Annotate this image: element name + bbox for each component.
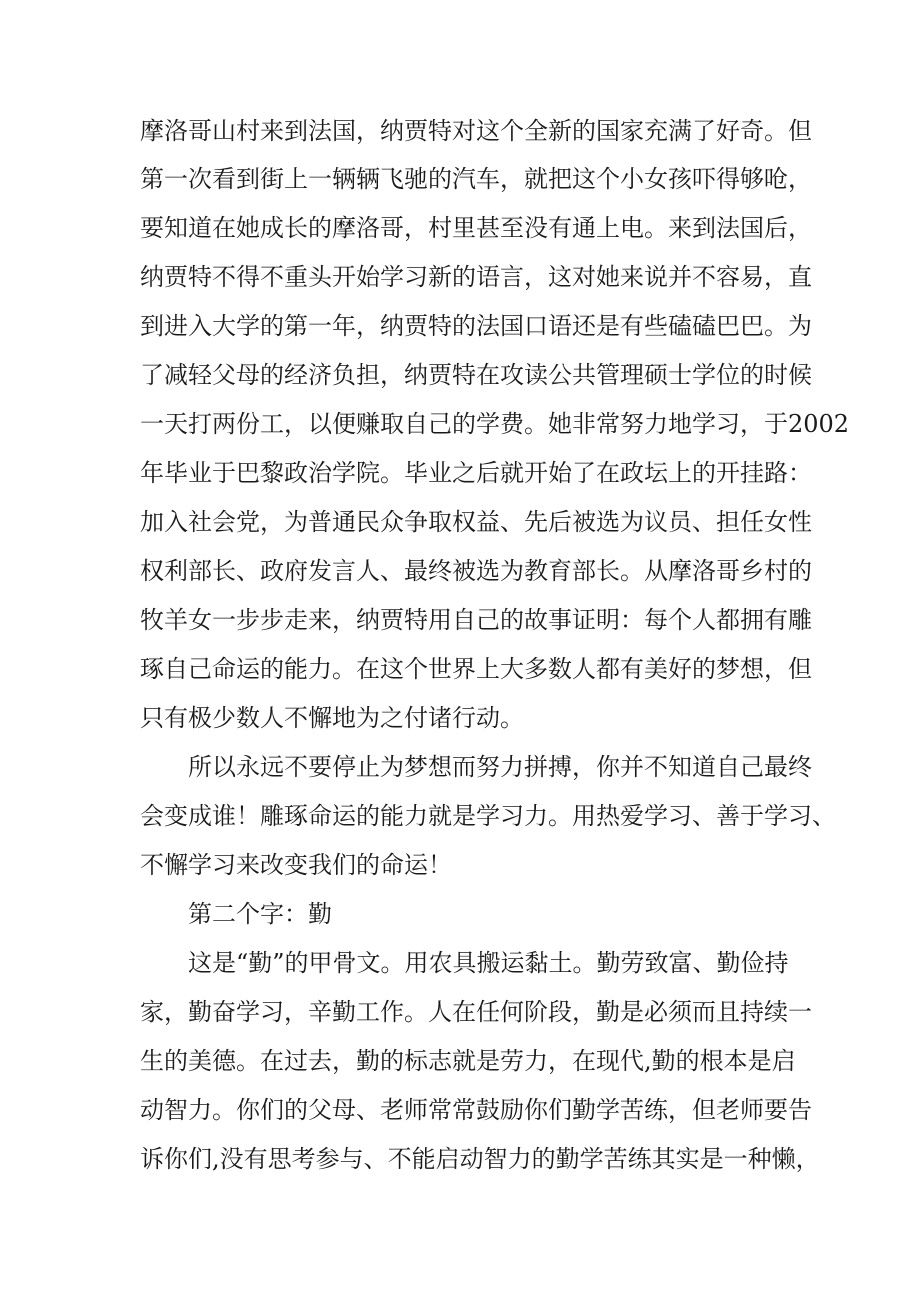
- text-line-13: 只有极少数人不懈地为之付诸行动。: [140, 704, 524, 732]
- text-line-10: 权利部长、政府发言人、最终被选为教育部长。从摩洛哥乡村的: [140, 557, 812, 585]
- text-line-7: 一天打两份工，以便赚取自己的学费。她非常努力地学习，于2002: [140, 410, 850, 438]
- text-line-1: 摩洛哥山村来到法国，纳贾特对这个全新的国家充满了好奇。但: [140, 117, 812, 145]
- text-line-12: 琢自己命运的能力。在这个世界上大多数人都有美好的梦想，但: [140, 655, 812, 683]
- text-line-5: 到进入大学的第一年，纳贾特的法国口语还是有些磕磕巴巴。为: [140, 312, 812, 340]
- text-line-22: 诉你们,没有思考参与、不能启动智力的勤学苦练其实是一种懒，: [140, 1145, 820, 1173]
- text-line-9: 加入社会党，为普通民众争取权益、先后被选为议员、担任女性: [140, 508, 812, 536]
- text-line-14: 所以永远不要停止为梦想而努力拼搏，你并不知道自己最终: [188, 753, 812, 781]
- text-line-20: 生的美德。在过去，勤的标志就是劳力，在现代,勤的根本是启: [140, 1047, 796, 1075]
- text-line-6: 了减轻父母的经济负担，纳贾特在攻读公共管理硕士学位的时候: [140, 361, 812, 389]
- text-line-18: 这是“勤”的甲骨文。用农具搬运黏土。勤劳致富、勤俭持: [188, 949, 789, 977]
- text-line-21: 动智力。你们的父母、老师常常鼓励你们勤学苦练，但老师要告: [140, 1096, 812, 1124]
- text-line-3: 要知道在她成长的摩洛哥，村里甚至没有通上电。来到法国后，: [140, 214, 812, 242]
- text-line-19: 家，勤奋学习，辛勤工作。人在任何阶段，勤是必须而且持续一: [140, 998, 812, 1026]
- text-line-11: 牧羊女一步步走来，纳贾特用自己的故事证明：每个人都拥有雕: [140, 606, 812, 634]
- section-heading: 第二个字：勤: [188, 900, 332, 928]
- text-line-8: 年毕业于巴黎政治学院。毕业之后就开始了在政坛上的开挂路：: [140, 459, 812, 487]
- text-line-15: 会变成谁！雕琢命运的能力就是学习力。用热爱学习、善于学习、: [140, 802, 836, 830]
- text-line-4: 纳贾特不得不重头开始学习新的语言，这对她来说并不容易，直: [140, 263, 812, 291]
- text-line-2: 第一次看到街上一辆辆飞驰的汽车，就把这个小女孩吓得够呛，: [140, 165, 812, 193]
- text-line-16: 不懈学习来改变我们的命运！: [140, 851, 452, 879]
